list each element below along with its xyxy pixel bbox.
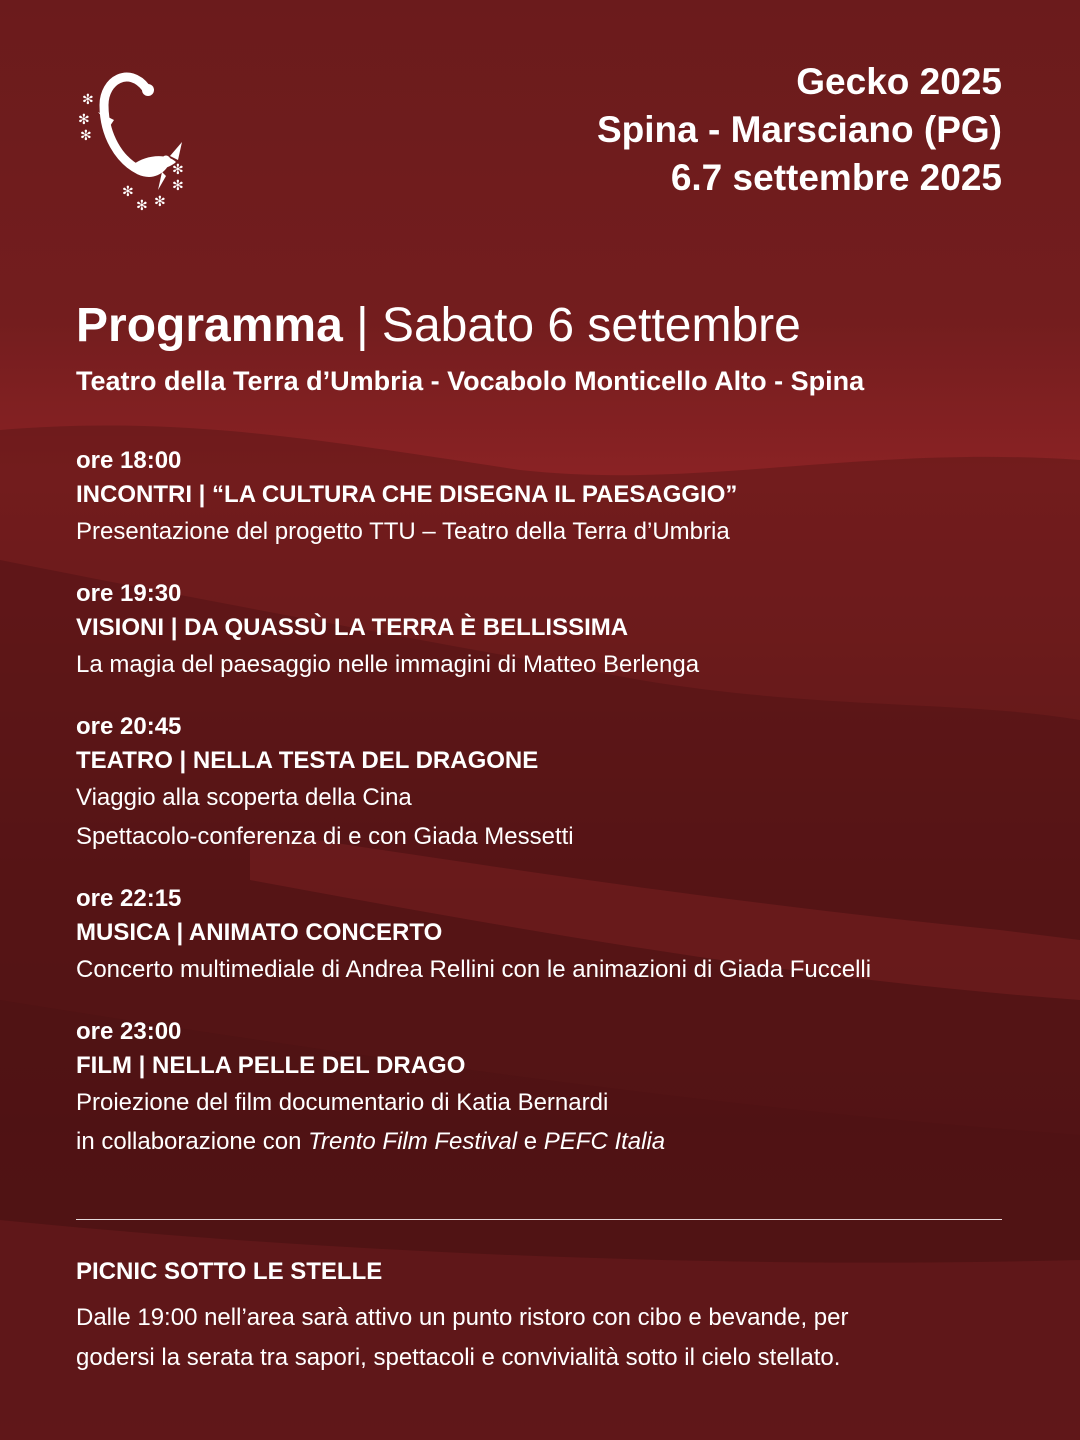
event-partners: [76, 1122, 1016, 1161]
event-description: Spettacolo-conferenza di e con Giada Messetti: [76, 823, 574, 850]
event-heading: FILM | NELLA PELLE DEL DRAGO: [76, 1052, 466, 1079]
svg-text:✻: ✻: [172, 162, 184, 178]
event-list: [76, 444, 1016, 1187]
event-description: Proiezione del film documentario di Katia Bernardi: [76, 1089, 609, 1116]
event-description: Presentazione del progetto TTU – Teatro della Terra d’Umbria: [76, 518, 730, 545]
picnic-description: [76, 1298, 1016, 1378]
picnic-line: godersi la serata tra sapori, spettacoli e convivialità sotto il cielo stellato.: [76, 1344, 841, 1371]
venue-line: Teatro della Terra d’Umbria - Vocabolo Monticello Alto - Spina: [76, 366, 865, 396]
event-description: Concerto multimediale di Andrea Rellini con le animazioni di Giada Fuccelli: [76, 956, 872, 983]
event-item: [76, 1015, 1016, 1161]
event-heading: TEATRO | NELLA TESTA DEL DRAGONE: [76, 747, 539, 774]
event-description: Viaggio alla scoperta della Cina: [76, 784, 412, 811]
festival-name: Gecko 2025: [796, 61, 1002, 102]
svg-text:✻: ✻: [122, 184, 134, 200]
svg-text:✻: ✻: [78, 112, 90, 128]
event-time: ore 23:00: [76, 1018, 182, 1045]
event-time: ore 19:30: [76, 580, 182, 607]
svg-text:✻: ✻: [82, 92, 94, 108]
event-time: ore 22:15: [76, 885, 182, 912]
svg-text:✻: ✻: [172, 178, 184, 194]
event-time: ore 18:00: [76, 447, 182, 474]
event-item: [76, 577, 1016, 684]
picnic-title: PICNIC SOTTO LE STELLE: [76, 1258, 383, 1285]
partner-trento-film-festival: Trento Film Festival: [308, 1128, 518, 1155]
partner-pefc-italia: PEFC Italia: [543, 1128, 666, 1155]
event-item: [76, 882, 1016, 989]
event-description: La magia del paesaggio nelle immagini di Matteo Berlenga: [76, 651, 700, 678]
event-heading: INCONTRI | “LA CULTURA CHE DISEGNA IL PAESAGGIO”: [76, 481, 738, 508]
svg-text:✻: ✻: [80, 128, 92, 144]
section-divider: [76, 1219, 1002, 1220]
event-heading: MUSICA | ANIMATO CONCERTO: [76, 919, 443, 946]
partners-conjunction: e: [517, 1128, 544, 1155]
festival-location: Spina - Marsciano (PG): [596, 109, 1002, 150]
title-programma: Programma: [76, 299, 343, 352]
event-item: [76, 444, 1016, 551]
event-heading: VISIONI | DA QUASSÙ LA TERRA È BELLISSIMA: [76, 614, 629, 641]
event-time: ore 20:45: [76, 713, 182, 740]
partners-prefix: in collaborazione con: [76, 1128, 309, 1155]
festival-dates: 6.7 settembre 2025: [670, 157, 1002, 198]
svg-text:✻: ✻: [136, 198, 148, 214]
gecko-logo-icon: [74, 60, 189, 220]
page-title: [76, 296, 801, 356]
event-item: [76, 710, 1016, 856]
title-separator: |: [356, 299, 369, 352]
svg-text:✻: ✻: [154, 194, 166, 210]
event-header: [597, 58, 1002, 202]
title-date: Sabato 6 settembre: [381, 299, 801, 352]
picnic-line: Dalle 19:00 nell’area sarà attivo un punto ristoro con cibo e bevande, per: [76, 1304, 849, 1331]
